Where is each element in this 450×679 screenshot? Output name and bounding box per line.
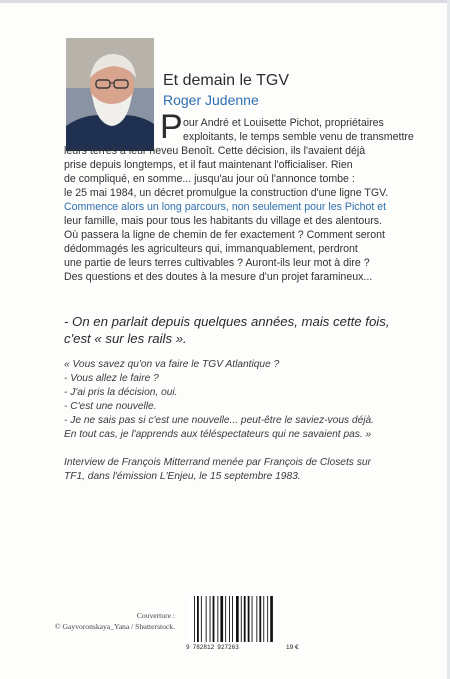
blurb-line: Des questions et des doutes à la mesure d'un projet faramineux... (64, 271, 373, 283)
dialogue-line: - Vous allez le faire ? (64, 372, 159, 384)
barcode-digits (186, 644, 282, 651)
blurb-line: prise depuis longtemps, et il faut maintenant l'officialiser. Rien (64, 159, 353, 171)
price: 19 € (286, 644, 299, 651)
barcode-bar (232, 596, 233, 642)
barcode-bar (259, 596, 261, 642)
blurb-line: Où passera la ligne de chemin de fer exactement ? Comment seront (64, 229, 385, 241)
barcode-digit-group: 782812 (192, 644, 215, 651)
barcode-bar (197, 596, 199, 642)
blurb-line: exploitants, le temps semble venu de transmettre (183, 131, 414, 143)
barcode-bar (241, 596, 242, 642)
blurb-line: le 25 mai 1984, un décret promulgue la construction d'une ligne TGV. (64, 187, 389, 199)
dialogue-line: En tout cas, je l'apprends aux téléspectateurs qui ne savaient pas. » (64, 428, 372, 440)
interview-line: Interview de François Mitterrand menée par François de Closets sur (64, 457, 371, 468)
dialogue-line: « Vous savez qu'on va faire le TGV Atlantique ? (64, 359, 280, 370)
blurb-line: une partie de leurs terres cultivables ? Auront-ils leur mot à dire ? (64, 257, 370, 269)
dialogue-line: - Je ne sais pas si c'est une nouvelle... peut-être le saviez-vous déjà. (64, 414, 374, 426)
book-title: Et demain le TGV (163, 72, 289, 89)
interview-source (64, 456, 394, 484)
barcode-bar (213, 596, 215, 642)
barcode-bar (236, 596, 239, 642)
barcode-bar (270, 596, 273, 642)
dialogue-line: - C'est une nouvelle. (64, 400, 157, 412)
page-edge-top (0, 0, 450, 3)
author-portrait (66, 38, 154, 151)
drop-cap: P (160, 108, 183, 146)
barcode-bar (201, 596, 202, 642)
pull-quote (64, 313, 394, 347)
barcode-bar (263, 596, 264, 642)
blurb-line: dédommagés les agriculteurs qui, immanquablement, perdront (64, 243, 358, 255)
blurb-line: leur famille, mais pour tous les habitants du village et des alentours. (64, 215, 382, 227)
pull-quote-line: - On en parlait depuis quelques années, mais cette fois, (64, 314, 390, 329)
pull-quote-line: c'est « sur les rails ». (64, 331, 187, 346)
barcode-bar (252, 596, 253, 642)
blurb-line: de compliqué, en somme... jusqu'au jour où l'annonce tombe : (64, 173, 355, 185)
barcode-digit-group: 9 (186, 644, 190, 651)
barcode (190, 594, 278, 644)
dialogue-excerpt (64, 358, 394, 441)
interview-line: TF1, dans l'émission L'Enjeu, le 15 septembre 1983. (64, 471, 301, 482)
barcode-bar (267, 596, 268, 642)
barcode-bar (206, 596, 207, 642)
barcode-bar (194, 596, 195, 642)
barcode-bar (229, 596, 230, 642)
cover-credit (55, 610, 175, 632)
author-name: Roger Judenne (163, 92, 259, 108)
barcode-bar (248, 596, 250, 642)
blurb-line: leurs terres à leur neveu Benoît. Cette décision, ils l'avaient déjà (64, 145, 366, 157)
credit-text: © Gayvoronskaya_Yana / Shutterstock. (54, 622, 175, 631)
barcode-bar (217, 596, 218, 642)
barcode-bar (220, 596, 223, 642)
credit-label: Couverture : (136, 611, 175, 620)
barcode-bar (244, 596, 246, 642)
barcode-digit-group: 927263 (217, 644, 239, 651)
blurb-line: Commence alors un long parcours, non seulement pour les Pichot et (64, 201, 387, 213)
barcode-bar (225, 596, 226, 642)
barcode-bar (210, 596, 211, 642)
blurb-line: our André et Louisette Pichot, propriétaires (183, 117, 384, 129)
dialogue-line: - J'ai pris la décision, oui. (64, 386, 178, 398)
barcode-bar (256, 596, 257, 642)
